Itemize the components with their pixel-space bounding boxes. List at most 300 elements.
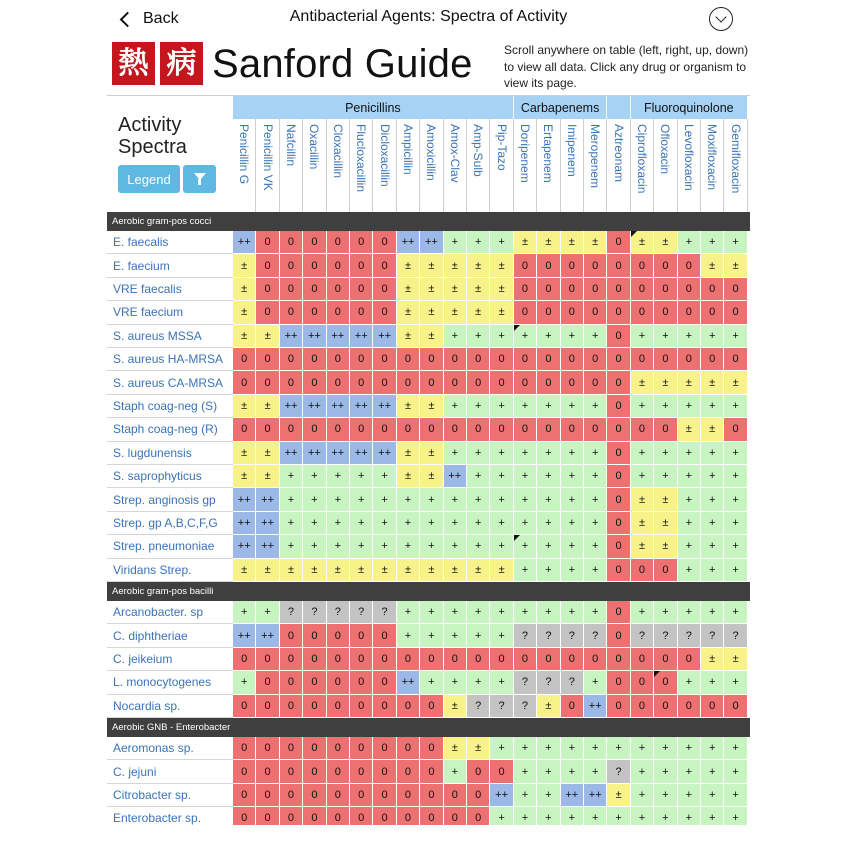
activity-cell[interactable]: ± (420, 442, 443, 465)
activity-cell[interactable]: 0 (233, 695, 256, 718)
activity-cell[interactable]: 0 (303, 671, 326, 694)
activity-cell[interactable]: 0 (537, 648, 560, 671)
activity-cell[interactable]: 0 (373, 671, 396, 694)
activity-cell[interactable]: ± (397, 325, 420, 348)
activity-cell[interactable]: 0 (701, 348, 724, 371)
activity-cell[interactable]: + (467, 601, 490, 624)
activity-cell[interactable]: + (280, 488, 303, 511)
activity-cell[interactable]: + (420, 624, 443, 647)
drug-column-header[interactable] (724, 119, 747, 212)
activity-cell[interactable]: + (631, 601, 654, 624)
activity-cell[interactable]: ++ (420, 231, 443, 254)
activity-cell[interactable]: 0 (303, 278, 326, 301)
activity-cell[interactable]: ± (350, 559, 373, 582)
organism-name[interactable]: Staph coag-neg (R) (107, 418, 233, 441)
activity-cell[interactable]: + (537, 601, 560, 624)
activity-cell[interactable]: 0 (280, 737, 303, 760)
activity-cell[interactable]: ± (584, 231, 607, 254)
activity-cell[interactable]: + (584, 559, 607, 582)
activity-cell[interactable]: ++ (350, 325, 373, 348)
activity-cell[interactable]: ++ (327, 325, 350, 348)
activity-cell[interactable]: + (584, 512, 607, 535)
activity-cell[interactable]: + (490, 325, 513, 348)
activity-cell[interactable]: + (467, 624, 490, 647)
activity-cell[interactable]: ++ (233, 512, 256, 535)
drug-column-header[interactable] (631, 119, 654, 212)
activity-cell[interactable]: ± (654, 488, 677, 511)
organism-name[interactable]: Arcanobacter. sp (107, 601, 233, 624)
activity-cell[interactable]: + (654, 784, 677, 807)
activity-cell[interactable]: 0 (397, 648, 420, 671)
activity-cell[interactable]: ? (654, 624, 677, 647)
activity-cell[interactable]: 0 (373, 760, 396, 783)
activity-cell[interactable]: + (467, 465, 490, 488)
activity-cell[interactable]: + (467, 395, 490, 418)
activity-cell[interactable]: 0 (350, 671, 373, 694)
activity-cell[interactable]: ± (467, 301, 490, 324)
organism-name[interactable]: S. aureus MSSA (107, 325, 233, 348)
activity-cell[interactable]: 0 (631, 648, 654, 671)
activity-cell[interactable]: 0 (303, 231, 326, 254)
activity-cell[interactable]: ± (654, 371, 677, 394)
activity-cell[interactable]: + (678, 807, 701, 825)
activity-cell[interactable]: ± (631, 488, 654, 511)
activity-cell[interactable]: 0 (607, 624, 630, 647)
activity-cell[interactable]: 0 (678, 278, 701, 301)
activity-cell[interactable]: 0 (373, 254, 396, 277)
activity-cell[interactable]: 0 (654, 278, 677, 301)
activity-cell[interactable]: + (350, 465, 373, 488)
activity-cell[interactable]: + (584, 807, 607, 825)
activity-cell[interactable]: + (584, 442, 607, 465)
activity-cell[interactable]: + (724, 395, 747, 418)
activity-cell[interactable]: 0 (327, 254, 350, 277)
activity-cell[interactable]: + (561, 488, 584, 511)
activity-cell[interactable]: + (327, 488, 350, 511)
activity-cell[interactable]: + (678, 671, 701, 694)
activity-cell[interactable]: ++ (350, 395, 373, 418)
activity-cell[interactable]: + (724, 671, 747, 694)
activity-cell[interactable]: 0 (584, 301, 607, 324)
activity-cell[interactable]: ? (350, 601, 373, 624)
activity-cell[interactable]: + (631, 325, 654, 348)
activity-cell[interactable]: 0 (537, 348, 560, 371)
activity-cell[interactable]: + (701, 512, 724, 535)
activity-cell[interactable]: + (327, 465, 350, 488)
activity-cell[interactable]: ++ (584, 784, 607, 807)
activity-cell[interactable]: + (678, 325, 701, 348)
activity-cell[interactable]: 0 (490, 648, 513, 671)
activity-cell[interactable]: + (490, 737, 513, 760)
activity-cell[interactable]: + (233, 671, 256, 694)
activity-cell[interactable]: + (724, 559, 747, 582)
activity-cell[interactable]: ± (514, 231, 537, 254)
activity-cell[interactable]: 0 (256, 301, 279, 324)
drug-column-header[interactable] (607, 119, 630, 212)
activity-cell[interactable]: + (280, 535, 303, 558)
activity-cell[interactable]: + (584, 395, 607, 418)
activity-cell[interactable]: + (701, 488, 724, 511)
chevron-down-circle-icon[interactable] (709, 7, 733, 31)
activity-cell[interactable]: ± (233, 465, 256, 488)
activity-cell[interactable]: 0 (584, 418, 607, 441)
activity-cell[interactable]: ± (420, 465, 443, 488)
activity-cell[interactable]: ± (678, 418, 701, 441)
drug-column-header[interactable] (303, 119, 326, 212)
activity-cell[interactable]: + (397, 601, 420, 624)
activity-cell[interactable]: ? (724, 624, 747, 647)
activity-cell[interactable]: + (584, 325, 607, 348)
activity-cell[interactable]: 0 (420, 418, 443, 441)
activity-cell[interactable]: 0 (678, 254, 701, 277)
activity-cell[interactable]: 0 (233, 760, 256, 783)
activity-cell[interactable]: 0 (607, 442, 630, 465)
activity-cell[interactable]: + (561, 559, 584, 582)
activity-cell[interactable]: + (561, 325, 584, 348)
activity-cell[interactable]: + (561, 442, 584, 465)
activity-cell[interactable]: + (467, 442, 490, 465)
activity-cell[interactable]: + (607, 737, 630, 760)
activity-cell[interactable]: ± (420, 278, 443, 301)
activity-cell[interactable]: 0 (467, 371, 490, 394)
organism-name[interactable]: S. aureus CA-MRSA (107, 371, 233, 394)
activity-cell[interactable]: + (444, 512, 467, 535)
activity-cell[interactable]: + (584, 601, 607, 624)
activity-cell[interactable]: 0 (280, 760, 303, 783)
activity-cell[interactable]: 0 (444, 418, 467, 441)
activity-cell[interactable]: + (724, 601, 747, 624)
activity-cell[interactable]: + (561, 601, 584, 624)
activity-cell[interactable]: 0 (327, 301, 350, 324)
organism-name[interactable]: Strep. anginosis gp (107, 488, 233, 511)
activity-cell[interactable]: + (490, 807, 513, 825)
activity-cell[interactable]: ± (444, 278, 467, 301)
activity-cell[interactable]: + (701, 465, 724, 488)
activity-cell[interactable]: 0 (327, 695, 350, 718)
activity-cell[interactable]: 0 (467, 648, 490, 671)
activity-cell[interactable]: + (373, 535, 396, 558)
activity-cell[interactable]: 0 (397, 695, 420, 718)
activity-cell[interactable]: 0 (724, 301, 747, 324)
activity-cell[interactable]: + (514, 442, 537, 465)
activity-cell[interactable]: + (514, 784, 537, 807)
activity-cell[interactable]: + (678, 231, 701, 254)
activity-cell[interactable]: 0 (397, 348, 420, 371)
activity-cell[interactable]: ± (233, 395, 256, 418)
activity-cell[interactable]: ? (701, 624, 724, 647)
activity-cell[interactable]: + (490, 488, 513, 511)
activity-cell[interactable]: + (537, 442, 560, 465)
activity-cell[interactable]: 0 (280, 301, 303, 324)
activity-cell[interactable]: 0 (327, 231, 350, 254)
activity-cell[interactable]: ++ (303, 395, 326, 418)
activity-cell[interactable]: ± (490, 559, 513, 582)
activity-cell[interactable]: + (514, 488, 537, 511)
activity-cell[interactable]: ? (607, 760, 630, 783)
activity-cell[interactable]: ± (303, 559, 326, 582)
activity-cell[interactable]: ± (654, 535, 677, 558)
activity-cell[interactable]: 0 (467, 807, 490, 825)
activity-cell[interactable]: + (373, 488, 396, 511)
activity-cell[interactable]: 0 (654, 418, 677, 441)
activity-cell[interactable]: + (654, 601, 677, 624)
activity-cell[interactable]: 0 (561, 371, 584, 394)
activity-cell[interactable]: 0 (256, 784, 279, 807)
activity-cell[interactable]: 0 (233, 418, 256, 441)
activity-cell[interactable]: + (467, 231, 490, 254)
organism-name[interactable]: C. jejuni (107, 760, 233, 783)
activity-cell[interactable]: 0 (420, 648, 443, 671)
activity-cell[interactable]: ± (233, 559, 256, 582)
activity-cell[interactable]: 0 (233, 807, 256, 825)
activity-cell[interactable]: 0 (631, 695, 654, 718)
activity-cell[interactable]: ± (397, 301, 420, 324)
activity-cell[interactable]: ++ (397, 671, 420, 694)
activity-cell[interactable]: + (467, 671, 490, 694)
activity-cell[interactable]: + (561, 737, 584, 760)
activity-cell[interactable]: 0 (490, 348, 513, 371)
activity-cell[interactable]: 0 (607, 348, 630, 371)
activity-cell[interactable]: ++ (280, 395, 303, 418)
activity-cell[interactable]: + (490, 535, 513, 558)
activity-cell[interactable]: + (561, 535, 584, 558)
activity-cell[interactable]: 0 (280, 231, 303, 254)
activity-cell[interactable]: ± (256, 559, 279, 582)
activity-cell[interactable]: + (490, 601, 513, 624)
activity-cell[interactable]: 0 (701, 301, 724, 324)
activity-cell[interactable]: 0 (397, 418, 420, 441)
activity-cell[interactable]: 0 (280, 278, 303, 301)
activity-cell[interactable]: 0 (654, 301, 677, 324)
activity-cell[interactable]: + (444, 442, 467, 465)
activity-cell[interactable]: ± (280, 559, 303, 582)
activity-cell[interactable]: 0 (373, 348, 396, 371)
activity-cell[interactable]: ± (631, 231, 654, 254)
drug-column-header[interactable] (256, 119, 279, 212)
activity-cell[interactable]: ± (467, 254, 490, 277)
activity-cell[interactable]: 0 (350, 807, 373, 825)
activity-cell[interactable]: ++ (233, 535, 256, 558)
activity-cell[interactable]: ++ (256, 535, 279, 558)
activity-cell[interactable]: ± (420, 559, 443, 582)
activity-cell[interactable]: 0 (444, 348, 467, 371)
activity-cell[interactable]: 0 (256, 231, 279, 254)
activity-cell[interactable]: ± (397, 278, 420, 301)
activity-cell[interactable]: 0 (514, 278, 537, 301)
activity-cell[interactable]: + (724, 760, 747, 783)
activity-cell[interactable]: + (467, 535, 490, 558)
back-button[interactable] (118, 6, 179, 32)
activity-cell[interactable]: 0 (724, 695, 747, 718)
activity-cell[interactable]: + (303, 512, 326, 535)
activity-cell[interactable]: ± (444, 737, 467, 760)
activity-cell[interactable]: + (654, 807, 677, 825)
activity-cell[interactable]: ± (631, 535, 654, 558)
activity-cell[interactable]: ± (397, 465, 420, 488)
activity-cell[interactable]: ? (584, 624, 607, 647)
activity-cell[interactable]: 0 (490, 760, 513, 783)
drug-column-header[interactable] (490, 119, 513, 212)
activity-cell[interactable]: 0 (607, 535, 630, 558)
activity-cell[interactable]: 0 (327, 418, 350, 441)
activity-cell[interactable]: ± (397, 395, 420, 418)
activity-cell[interactable]: 0 (607, 231, 630, 254)
activity-cell[interactable]: ? (631, 624, 654, 647)
drug-column-header[interactable] (467, 119, 490, 212)
activity-cell[interactable]: + (514, 760, 537, 783)
activity-cell[interactable]: + (444, 325, 467, 348)
activity-cell[interactable]: 0 (373, 371, 396, 394)
legend-button[interactable]: Legend (118, 165, 180, 193)
drug-column-header[interactable] (373, 119, 396, 212)
activity-cell[interactable]: 0 (233, 348, 256, 371)
activity-cell[interactable]: + (397, 512, 420, 535)
drug-column-header[interactable] (701, 119, 724, 212)
organism-name[interactable]: E. faecalis (107, 231, 233, 254)
activity-cell[interactable]: + (467, 512, 490, 535)
activity-cell[interactable]: + (420, 535, 443, 558)
activity-cell[interactable]: ? (561, 671, 584, 694)
activity-cell[interactable]: 0 (350, 418, 373, 441)
activity-cell[interactable]: + (678, 395, 701, 418)
activity-cell[interactable]: ± (444, 559, 467, 582)
activity-cell[interactable]: + (397, 535, 420, 558)
activity-cell[interactable]: + (373, 512, 396, 535)
activity-cell[interactable]: + (397, 488, 420, 511)
activity-cell[interactable]: ++ (233, 231, 256, 254)
activity-cell[interactable]: 0 (537, 418, 560, 441)
activity-cell[interactable]: + (701, 601, 724, 624)
activity-cell[interactable]: ± (420, 395, 443, 418)
activity-cell[interactable]: 0 (373, 231, 396, 254)
activity-cell[interactable]: ± (256, 325, 279, 348)
activity-cell[interactable]: 0 (444, 807, 467, 825)
activity-cell[interactable]: 0 (607, 512, 630, 535)
activity-cell[interactable]: ± (607, 784, 630, 807)
activity-cell[interactable]: 0 (233, 737, 256, 760)
activity-cell[interactable]: ± (701, 254, 724, 277)
activity-cell[interactable]: + (631, 760, 654, 783)
activity-cell[interactable]: 0 (280, 648, 303, 671)
activity-cell[interactable]: + (397, 624, 420, 647)
activity-cell[interactable]: 0 (584, 371, 607, 394)
activity-cell[interactable]: ± (233, 301, 256, 324)
activity-cell[interactable]: 0 (397, 784, 420, 807)
activity-cell[interactable]: 0 (256, 737, 279, 760)
activity-cell[interactable]: ± (467, 737, 490, 760)
activity-cell[interactable]: + (303, 488, 326, 511)
activity-cell[interactable]: 0 (607, 488, 630, 511)
activity-cell[interactable]: + (701, 231, 724, 254)
organism-name[interactable]: S. lugdunensis (107, 442, 233, 465)
activity-cell[interactable]: + (724, 784, 747, 807)
activity-cell[interactable]: ++ (327, 442, 350, 465)
activity-cell[interactable]: + (420, 488, 443, 511)
activity-cell[interactable]: 0 (701, 278, 724, 301)
activity-cell[interactable]: 0 (584, 254, 607, 277)
activity-cell[interactable]: 0 (327, 348, 350, 371)
activity-cell[interactable]: 0 (280, 671, 303, 694)
activity-cell[interactable]: ++ (350, 442, 373, 465)
activity-cell[interactable]: 0 (327, 371, 350, 394)
activity-cell[interactable]: 0 (467, 348, 490, 371)
activity-cell[interactable]: ± (233, 278, 256, 301)
activity-cell[interactable]: 0 (327, 807, 350, 825)
drug-column-header[interactable] (514, 119, 537, 212)
activity-cell[interactable]: + (584, 465, 607, 488)
activity-cell[interactable]: 0 (607, 648, 630, 671)
activity-cell[interactable]: ? (537, 671, 560, 694)
activity-cell[interactable]: 0 (444, 648, 467, 671)
activity-cell[interactable]: + (724, 512, 747, 535)
activity-cell[interactable]: + (724, 535, 747, 558)
activity-cell[interactable]: 0 (654, 348, 677, 371)
activity-cell[interactable]: + (350, 512, 373, 535)
organism-name[interactable]: Strep. pneumoniae (107, 535, 233, 558)
activity-cell[interactable]: 0 (420, 760, 443, 783)
activity-cell[interactable]: + (678, 559, 701, 582)
activity-cell[interactable]: + (280, 465, 303, 488)
activity-cell[interactable]: + (350, 488, 373, 511)
activity-cell[interactable]: + (724, 488, 747, 511)
activity-cell[interactable]: + (514, 807, 537, 825)
activity-cell[interactable]: ± (724, 254, 747, 277)
activity-cell[interactable]: + (327, 535, 350, 558)
organism-name[interactable]: Viridans Strep. (107, 559, 233, 582)
activity-cell[interactable]: ± (654, 231, 677, 254)
activity-cell[interactable]: + (537, 395, 560, 418)
activity-cell[interactable]: 0 (654, 671, 677, 694)
activity-cell[interactable]: 0 (256, 760, 279, 783)
activity-cell[interactable]: ++ (303, 325, 326, 348)
activity-cell[interactable]: + (654, 442, 677, 465)
activity-cell[interactable]: ± (701, 371, 724, 394)
activity-cell[interactable]: + (724, 737, 747, 760)
activity-cell[interactable]: ? (303, 601, 326, 624)
activity-cell[interactable]: 0 (397, 807, 420, 825)
activity-cell[interactable]: 0 (561, 648, 584, 671)
activity-cell[interactable]: ++ (256, 624, 279, 647)
activity-cell[interactable]: 0 (607, 695, 630, 718)
activity-cell[interactable]: ++ (256, 488, 279, 511)
activity-cell[interactable]: ++ (233, 624, 256, 647)
activity-cell[interactable]: + (537, 559, 560, 582)
activity-cell[interactable]: 0 (327, 784, 350, 807)
organism-name[interactable]: E. faecium (107, 254, 233, 277)
activity-cell[interactable]: + (701, 442, 724, 465)
activity-cell[interactable]: + (420, 671, 443, 694)
activity-cell[interactable]: + (584, 535, 607, 558)
activity-cell[interactable]: ± (537, 695, 560, 718)
activity-cell[interactable]: ± (233, 254, 256, 277)
drug-column-header[interactable] (327, 119, 350, 212)
activity-cell[interactable]: 0 (350, 371, 373, 394)
activity-cell[interactable]: ± (678, 371, 701, 394)
activity-cell[interactable]: 0 (280, 348, 303, 371)
activity-cell[interactable]: 0 (280, 784, 303, 807)
activity-cell[interactable]: 0 (256, 278, 279, 301)
activity-cell[interactable]: 0 (280, 418, 303, 441)
organism-name[interactable]: Staph coag-neg (S) (107, 395, 233, 418)
activity-cell[interactable]: + (678, 512, 701, 535)
activity-cell[interactable]: ± (327, 559, 350, 582)
organism-name[interactable]: VRE faecium (107, 301, 233, 324)
activity-cell[interactable]: 0 (327, 737, 350, 760)
activity-cell[interactable]: 0 (420, 807, 443, 825)
activity-cell[interactable]: + (631, 442, 654, 465)
activity-cell[interactable]: + (490, 231, 513, 254)
activity-cell[interactable]: + (444, 760, 467, 783)
